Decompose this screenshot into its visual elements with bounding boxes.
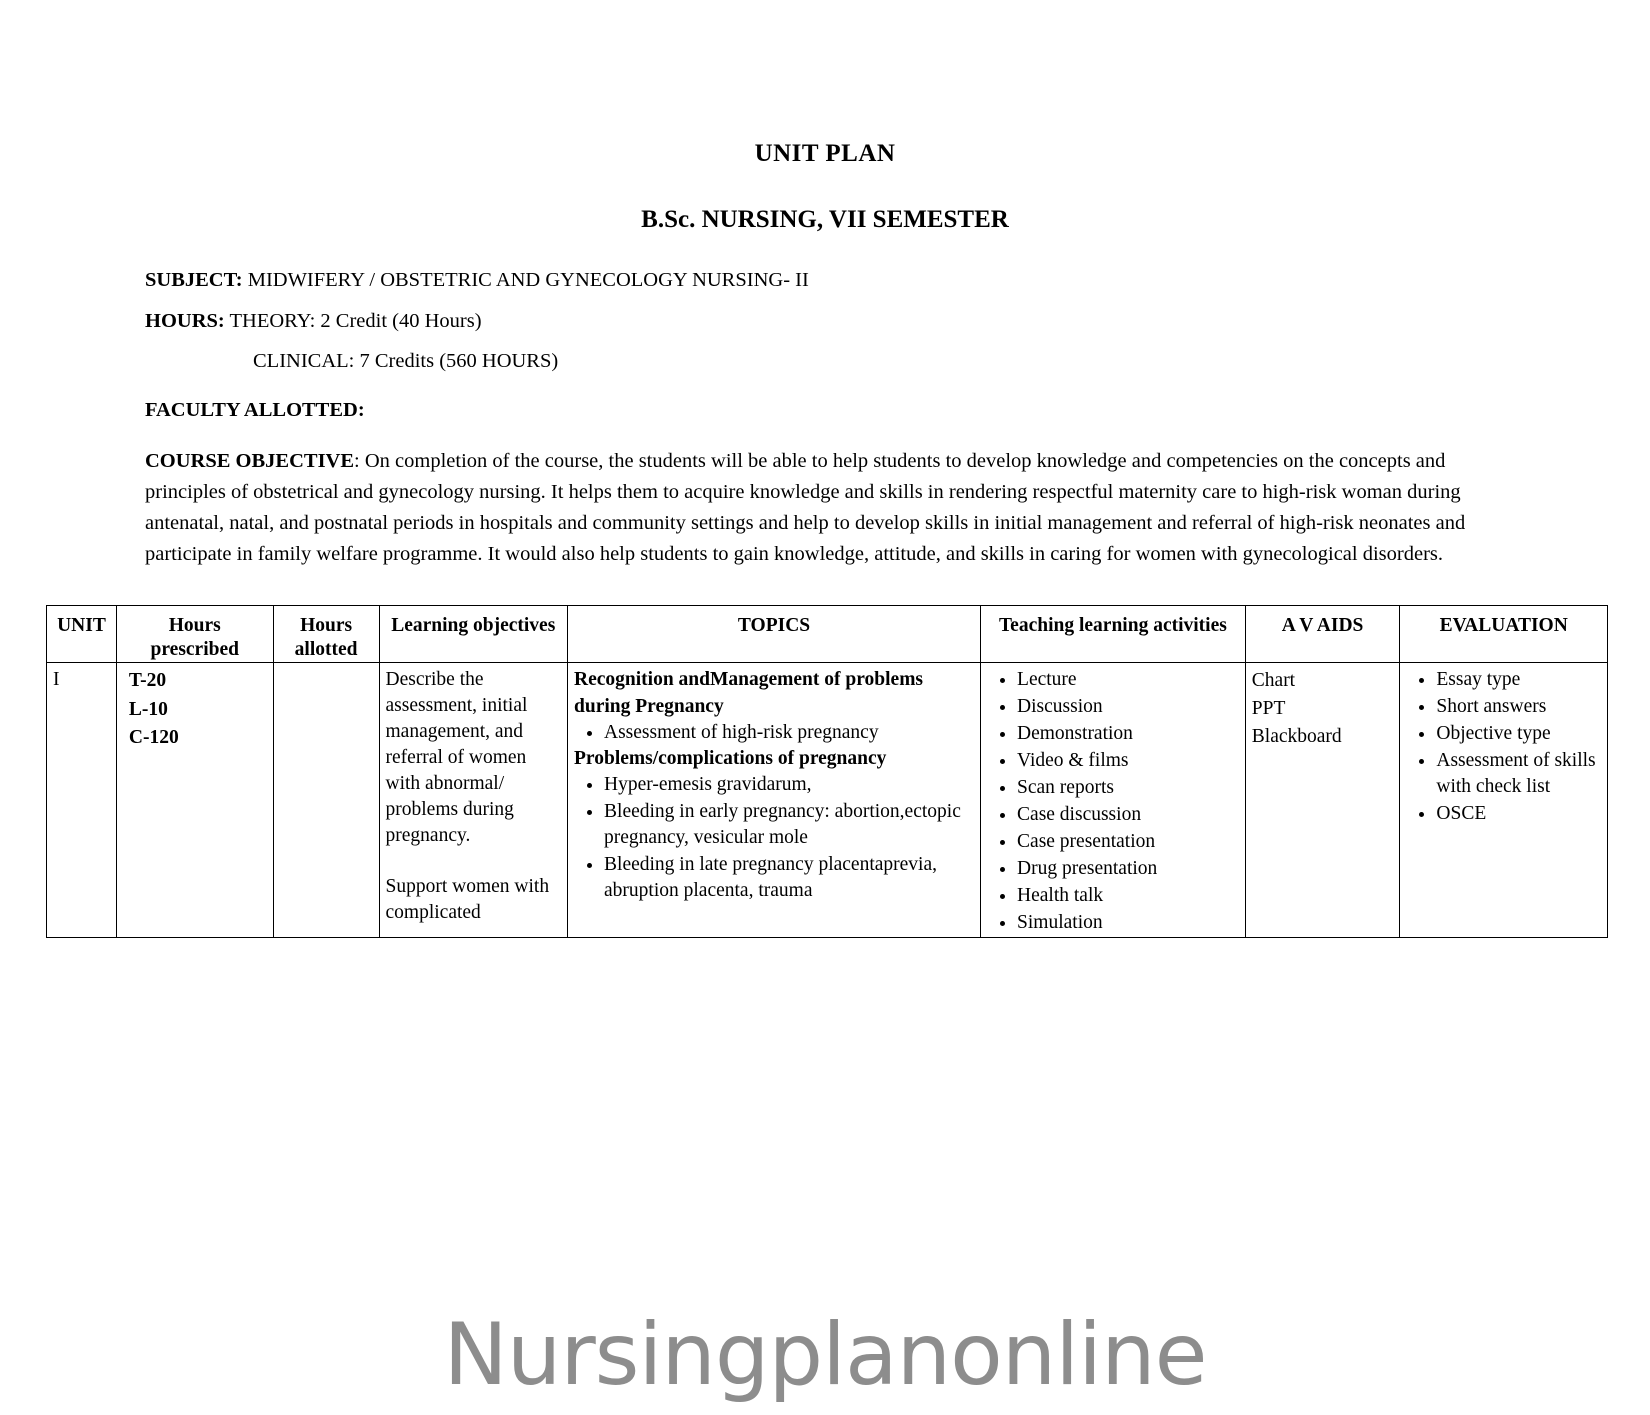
hours-clinical: CLINICAL: 7 Credits (560 HOURS) <box>253 350 559 372</box>
cell-learning-objectives <box>379 663 568 937</box>
tla-list <box>987 667 1239 935</box>
subject-value: MIDWIFERY / OBSTETRIC AND GYNECOLOGY NURSING- II <box>242 269 809 291</box>
list-item: • Lecture <box>1017 667 1239 693</box>
header-evaluation: EVALUATION <box>1400 605 1608 663</box>
topics-heading-1: Recognition andManagement of problems during Pregnancy <box>574 669 924 717</box>
topics-bullets-1 <box>574 720 974 746</box>
list-item: • Assessment of high-risk pregnancy <box>604 720 974 746</box>
page-subtitle: B.Sc. NURSING, VII SEMESTER <box>641 206 1009 233</box>
hours-label: HOURS: <box>145 309 225 332</box>
cell-av-aids <box>1245 663 1400 937</box>
unit-plan-table <box>46 605 1608 938</box>
topics-heading-2: Problems/complications of pregnancy <box>574 747 887 769</box>
list-item: • Discussion <box>1017 694 1239 720</box>
header-av-aids: A V AIDS <box>1245 605 1400 663</box>
list-item: • Bleeding in late pregnancy placentaprevia, abruption placenta, trauma <box>604 852 974 904</box>
list-item: • Case discussion <box>1017 802 1239 828</box>
hours-lab: L-10 <box>128 698 168 720</box>
av-aids-list <box>1252 667 1394 750</box>
header-learning-objectives: Learning objectives <box>379 605 568 663</box>
cell-evaluation <box>1400 663 1608 937</box>
list-item: • Short answers <box>1436 694 1601 720</box>
hours-row <box>145 311 1510 332</box>
cell-topics <box>568 663 981 937</box>
course-objective-label: COURSE OBJECTIVE <box>145 450 355 472</box>
faculty-allotted-label: FACULTY ALLOTTED: <box>145 398 365 421</box>
list-item: • Demonstration <box>1017 721 1239 747</box>
document-page <box>0 140 1650 1415</box>
cell-hours-allotted <box>273 663 379 937</box>
header-topics: TOPICS <box>568 605 981 663</box>
list-item: • Hyper-emesis gravidarum, <box>604 772 974 798</box>
table-header-row <box>47 605 1608 663</box>
cell-teaching-learning-activities <box>981 663 1246 937</box>
course-objective <box>145 446 1510 571</box>
list-item: • Scan reports <box>1017 775 1239 801</box>
topics-bullets-2 <box>574 772 974 904</box>
cell-unit: I <box>47 663 117 937</box>
list-item: • Bleeding in early pregnancy: abortion,ectopic pregnancy, vesicular mole <box>604 799 974 851</box>
header-teaching-learning-activities: Teaching learning activities <box>981 605 1246 663</box>
list-item: • Video & films <box>1017 748 1239 774</box>
document-meta <box>0 270 1650 571</box>
list-item: • Case presentation <box>1017 829 1239 855</box>
subject-row <box>145 270 1510 291</box>
evaluation-list <box>1406 667 1601 827</box>
subject-label: SUBJECT: <box>145 269 243 291</box>
list-item: Chart <box>1251 670 1296 692</box>
watermark: Nursingplanonline <box>443 1305 1207 1405</box>
learning-objective-2: Support women with complicated <box>385 875 550 923</box>
header-hours-prescribed: Hours prescribed <box>116 605 273 663</box>
hours-value: THEORY: 2 Credit (40 Hours) <box>224 309 482 332</box>
course-objective-text: : On completion of the course, the students will be able to help students to develop knowledge and competencies on the concepts and principles of obstetrical and gynecology nursing. It helps them to acquire knowledge and skills in rendering respectful maternity care to high-risk woman during antenatal, natal, and postnatal periods in hospitals and community settings and help to develop skills in initial management and referral of high-risk neonates and participate in family welfare programme. It would also help students to gain knowledge, attitude, and skills in caring for women with gynecological disorders. <box>145 450 1466 566</box>
hours-theory: T-20 <box>128 670 167 692</box>
list-item: • Assessment of skills with check list <box>1436 748 1601 800</box>
header-hours-allotted: Hours allotted <box>273 605 379 663</box>
list-item: • Objective type <box>1436 721 1601 747</box>
page-title: UNIT PLAN <box>754 140 896 167</box>
cell-hours-prescribed <box>116 663 273 937</box>
hours-prescribed-list <box>123 667 267 752</box>
list-item: • Simulation <box>1017 910 1239 936</box>
list-item: Blackboard <box>1251 725 1342 747</box>
learning-objective-1: Describe the assessment, initial management, and referral of women with abnormal/ problems during pregnancy. <box>385 669 528 846</box>
title-block <box>0 140 1650 234</box>
header-unit: UNIT <box>47 605 117 663</box>
list-item: • Health talk <box>1017 883 1239 909</box>
list-item: • Drug presentation <box>1017 856 1239 882</box>
list-item: PPT <box>1251 698 1286 720</box>
table-row <box>47 663 1608 937</box>
list-item: • OSCE <box>1436 801 1601 827</box>
hours-clinical-value: C-120 <box>128 726 179 748</box>
list-item: • Essay type <box>1436 667 1601 693</box>
